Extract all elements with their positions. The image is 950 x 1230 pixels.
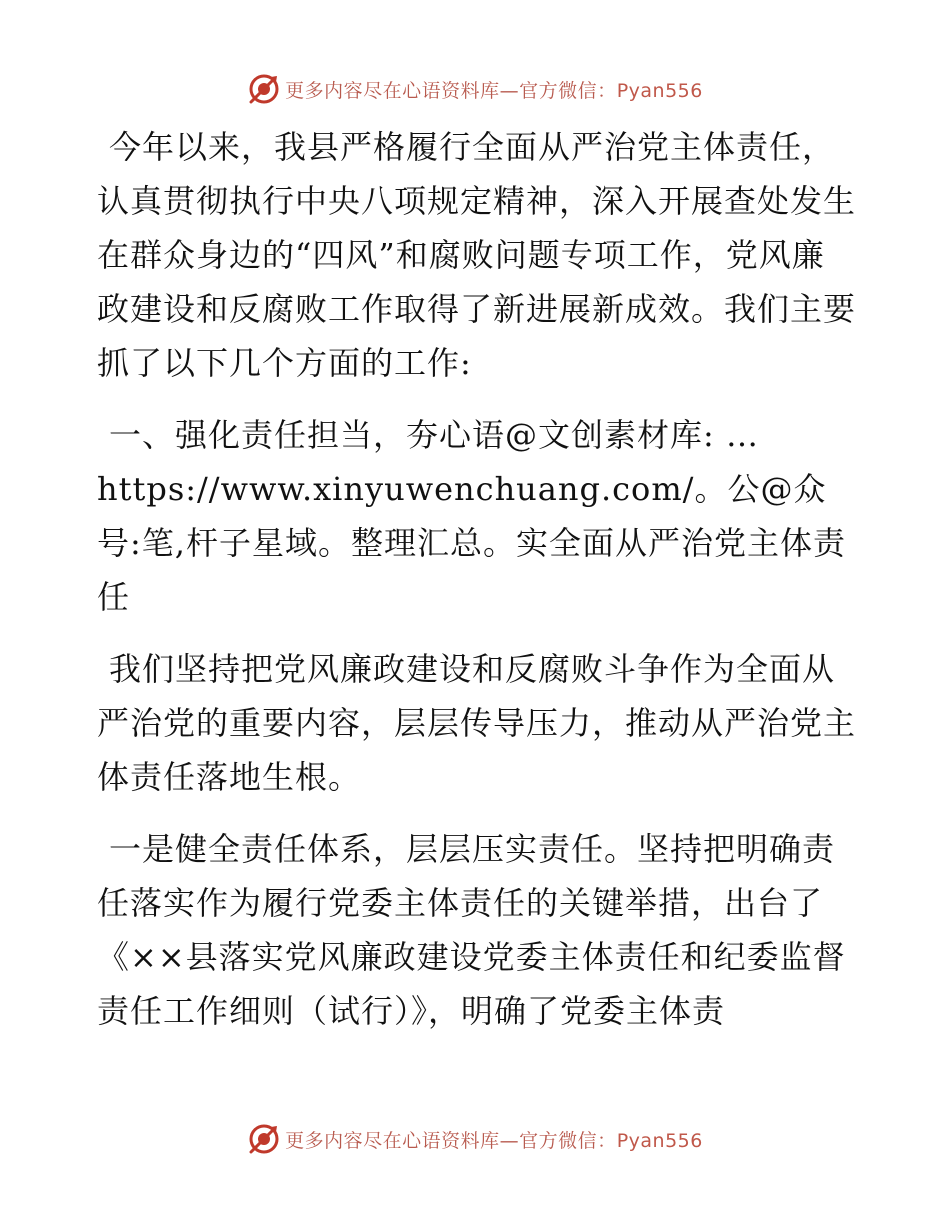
footer-banner xyxy=(0,1122,950,1156)
paragraph-section-heading xyxy=(97,408,857,624)
heading-text-after-url: 。公@众号:笔,杆子星域。整理汇总。实全面从严治党主体责任 xyxy=(97,470,846,616)
footer-brand-text: 更多内容尽在心语资料库 xyxy=(285,1129,500,1152)
brand-logo-icon xyxy=(247,1122,281,1156)
header-account-label: 官方微信： xyxy=(519,79,617,102)
paragraph-text: 一是健全责任体系，层层压实责任。坚持把明确责任落实作为履行党委主体责任的关键举措，出台了《××县落实党风廉政建设党委主体责任和纪委监督责任工作细则（试行）》，明确了党委主体责 xyxy=(97,830,846,1030)
paragraph-intro xyxy=(97,120,857,390)
header-separator: — xyxy=(499,79,520,102)
footer-account-id: Pyan556 xyxy=(616,1129,703,1152)
paragraph-responsibility xyxy=(97,642,857,804)
footer-account-label: 官方微信： xyxy=(519,1129,617,1152)
footer-separator: — xyxy=(499,1129,520,1152)
paragraph-system xyxy=(97,822,857,1038)
header-banner xyxy=(0,72,950,106)
brand-logo-icon xyxy=(247,72,281,106)
paragraph-text: 我们坚持把党风廉政建设和反腐败斗争作为全面从严治党的重要内容，层层传导压力，推动从严治党主体责任落地生根。 xyxy=(97,650,857,796)
document-body xyxy=(97,120,857,1056)
source-url-link[interactable]: https://www.xinyuwenchuang.com/ xyxy=(97,470,695,508)
header-brand-text: 更多内容尽在心语资料库 xyxy=(285,79,500,102)
header-account-id: Pyan556 xyxy=(616,79,703,102)
paragraph-text: 今年以来，我县严格履行全面从严治党主体责任，认真贯彻执行中央八项规定精神，深入开展查处发生在群众身边的“四风”和腐败问题专项工作，党风廉政建设和反腐败工作取得了新进展新成效。我们主要抓了以下几个方面的工作: xyxy=(97,128,857,382)
heading-text-before-url: 一、强化责任担当，夯心语@文创素材库: … xyxy=(109,416,759,454)
